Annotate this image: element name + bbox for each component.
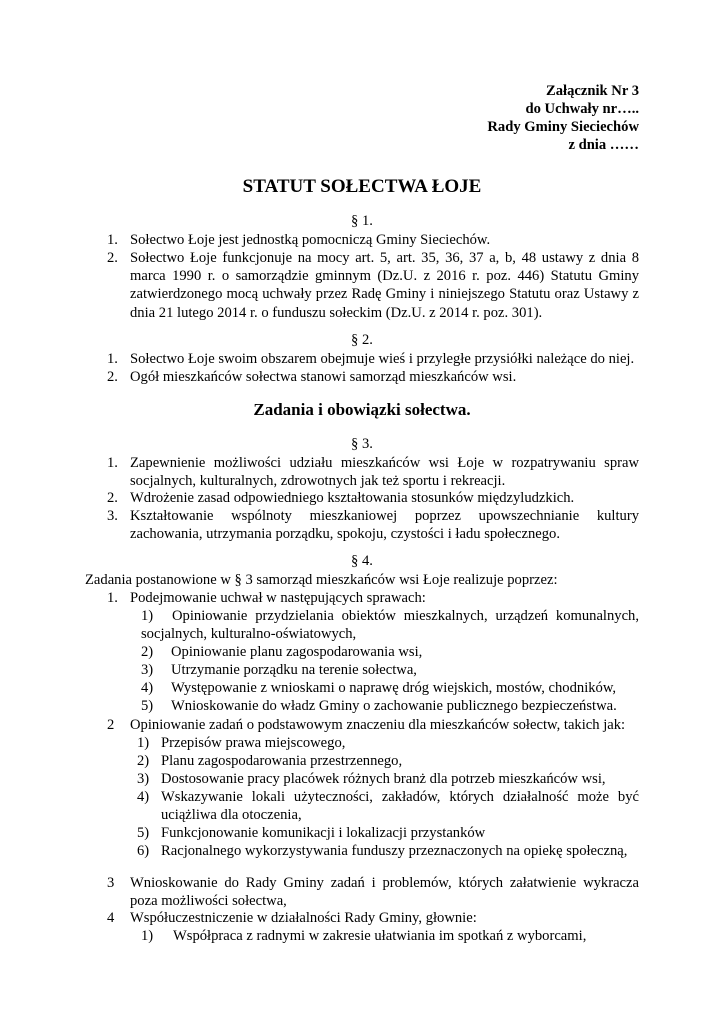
subitem-number: 1) xyxy=(141,928,154,944)
header-line-3: Rady Gminy Sieciechów xyxy=(487,119,639,135)
item-number: 1. xyxy=(107,590,118,606)
item-text: Współuczestniczenie w działalności Rady Gminy, głownie: xyxy=(130,910,477,926)
item-text: Wdrożenie zasad odpowiedniego kształtowania stosunków międzyludzkich. xyxy=(130,490,575,506)
subitem-text: Opiniowanie przydzielania obiektów mieszkalnych, urządzeń komunalnych, socjalnych, kulturalno-oświatowych, xyxy=(141,608,639,643)
subitem-text: Funkcjonowanie komunikacji i lokalizacji przystanków xyxy=(161,825,486,841)
item-number: 4 xyxy=(107,910,115,926)
item-text: Podejmowanie uchwał w następujących sprawach: xyxy=(130,590,426,606)
subitem-text: Występowanie z wnioskami o naprawę dróg wiejskich, mostów, chodników, xyxy=(171,680,617,696)
item-number: 2. xyxy=(107,250,118,266)
subitem-text: Opiniowanie planu zagospodarowania wsi, xyxy=(171,644,423,660)
item-text: Sołectwo Łoje funkcjonuje na mocy art. 5, art. 35, 36, 37 a, b, 48 ustawy z dnia 8 marca 1990 r. o samorządzie gminnym (Dz.U. z 2016 r. poz. 446) Statutu Gminy zatwierdzonego mocą uchwały przez Radę Gminy i niniejszego Statutu oraz Ustawy z dnia 21 lutego 2014 r. o funduszu sołeckim (Dz.U. z 2014 r. poz. 301). xyxy=(130,250,639,321)
section-4-mark: § 4. xyxy=(351,553,373,569)
subitem-number: 4) xyxy=(141,680,154,696)
intro-text: Zadania postanowione w § 3 samorząd mieszkańców wsi Łoje realizuje poprzez: xyxy=(85,572,558,588)
section-3-mark: § 3. xyxy=(351,436,373,452)
subitem-text: Wnioskowanie do władz Gminy o zachowanie publicznego bezpieczeństwa. xyxy=(171,698,617,714)
subitem-text: Współpraca z radnymi w zakresie ułatwiania im spotkań z wyborcami, xyxy=(173,928,587,944)
item-text: Zapewnienie możliwości udziału mieszkańców wsi Łoje w rozpatrywaniu spraw socjalnych, kulturalnych, zdrowotnych jak też sportu i rekreacji. xyxy=(130,455,639,490)
subitem-number: 4) xyxy=(137,789,150,805)
subitem-number: 3) xyxy=(141,662,154,678)
item-number: 2. xyxy=(107,490,118,506)
item-number: 1. xyxy=(107,455,118,471)
section-1-mark: § 1. xyxy=(351,213,373,229)
subitem-text: Utrzymanie porządku na terenie sołectwa, xyxy=(171,662,417,678)
subitem-number: 6) xyxy=(137,843,150,859)
item-number: 1. xyxy=(107,351,118,367)
subitem-text: Przepisów prawa miejscowego, xyxy=(161,735,346,751)
item-text: Sołectwo Łoje swoim obszarem obejmuje wieś i przyległe przysiółki należące do niej. xyxy=(130,351,635,367)
header-line-4: z dnia …… xyxy=(568,137,639,153)
item-text: Ogół mieszkańców sołectwa stanowi samorząd mieszkańców wsi. xyxy=(130,369,517,385)
subitem-text: Planu zagospodarowania przestrzennego, xyxy=(161,753,403,769)
subitem-text: Wskazywanie lokali użyteczności, zakładów, których działalność może być uciążliwa dla otoczenia, xyxy=(161,789,639,824)
document-title: STATUT SOŁECTWA ŁOJE xyxy=(242,176,482,197)
item-number: 3 xyxy=(107,875,115,891)
subitem-number: 5) xyxy=(141,698,154,714)
item-text: Sołectwo Łoje jest jednostką pomocniczą Gminy Sieciechów. xyxy=(130,232,491,248)
subitem-number: 2) xyxy=(137,753,150,769)
subitem-number: 3) xyxy=(137,771,150,787)
subitem-number: 1) xyxy=(137,735,150,751)
subitem-number: 5) xyxy=(137,825,150,841)
item-text: Opiniowanie zadań o podstawowym znaczeniu dla mieszkańców sołectw, takich jak: xyxy=(130,717,626,733)
item-number: 1. xyxy=(107,232,118,248)
header-line-1: Załącznik Nr 3 xyxy=(546,83,639,99)
tasks-heading: Zadania i obowiązki sołectwa. xyxy=(253,400,471,419)
item-text: Kształtowanie wspólnoty mieszkaniowej poprzez upowszechnianie kultury zachowania, utrzymania porządku, spokoju, czystości i ładu społecznego. xyxy=(130,508,639,543)
item-text: Wnioskowanie do Rady Gminy zadań i problemów, których załatwienie wykracza poza możliwości sołectwa, xyxy=(130,875,639,910)
item-number: 2. xyxy=(107,369,118,385)
section-2-mark: § 2. xyxy=(351,332,373,348)
item-number: 3. xyxy=(107,508,118,524)
header-line-2: do Uchwały nr….. xyxy=(525,101,639,117)
subitem-number: 2) xyxy=(141,644,154,660)
attachment-header xyxy=(487,82,639,154)
subitem-text: Racjonalnego wykorzystywania funduszy przeznaczonych na opiekę społeczną, xyxy=(161,843,628,859)
subitem-text: Dostosowanie pracy placówek różnych branż dla potrzeb mieszkańców wsi, xyxy=(161,771,606,787)
subitem-number: 1) xyxy=(141,608,154,624)
item-number: 2 xyxy=(107,717,115,733)
